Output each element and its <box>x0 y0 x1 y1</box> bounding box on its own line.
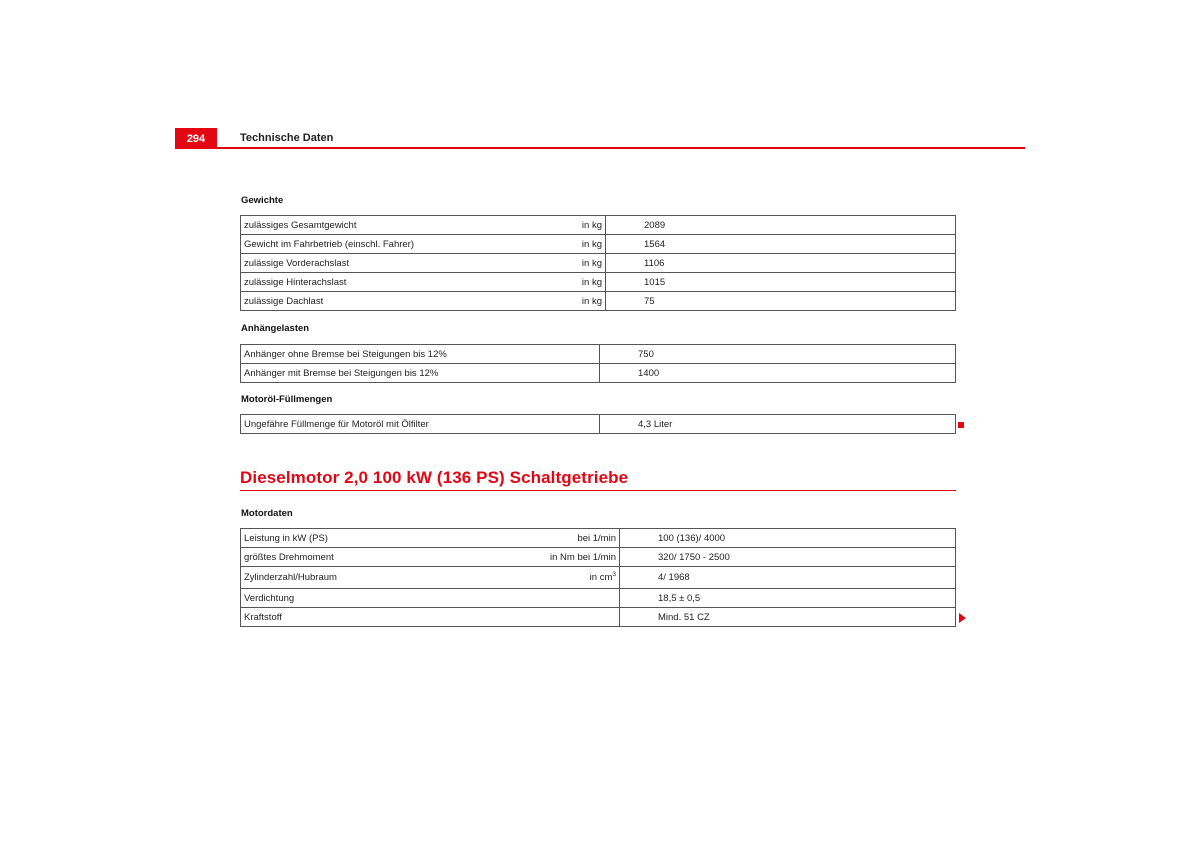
page-number: 294 <box>175 128 217 149</box>
row-label: Leistung in kW (PS) <box>241 529 548 548</box>
row-value: Mind. 51 CZ <box>620 608 956 627</box>
row-value: 75 <box>606 292 956 311</box>
row-value: 320/ 1750 - 2500 <box>620 548 956 567</box>
row-unit: bei 1/min <box>547 529 620 548</box>
row-label: Anhänger mit Bremse bei Steigungen bis 12% <box>241 364 600 383</box>
table-row <box>241 529 956 548</box>
row-unit <box>547 608 620 627</box>
row-value: 4/ 1968 <box>620 567 956 589</box>
row-unit: in kg <box>547 292 606 311</box>
row-label: zulässiges Gesamtgewicht <box>241 216 548 235</box>
engine-oil-table <box>240 414 956 434</box>
row-value: 18,5 ± 0,5 <box>620 589 956 608</box>
header-divider <box>217 147 1025 149</box>
row-unit: in Nm bei 1/min <box>547 548 620 567</box>
row-unit: in kg <box>547 273 606 292</box>
engine-title-divider <box>240 490 956 491</box>
weights-heading: Gewichte <box>241 195 284 206</box>
row-label: Verdichtung <box>241 589 548 608</box>
table-row <box>241 235 956 254</box>
row-label: Anhänger ohne Bremse bei Steigungen bis 12% <box>241 345 600 364</box>
table-row <box>241 364 956 383</box>
row-value: 1564 <box>606 235 956 254</box>
table-row <box>241 292 956 311</box>
table-row <box>241 608 956 627</box>
row-label: zulässige Hinterachslast <box>241 273 548 292</box>
trailer-loads-heading: Anhängelasten <box>241 323 310 334</box>
row-label: größtes Drehmoment <box>241 548 548 567</box>
engine-section-title: Dieselmotor 2,0 100 kW (136 PS) Schaltgetriebe <box>240 468 629 487</box>
table-row <box>241 254 956 273</box>
table-row <box>241 216 956 235</box>
row-label: zulässige Vorderachslast <box>241 254 548 273</box>
engine-data-heading: Motordaten <box>241 508 293 519</box>
table-row <box>241 589 956 608</box>
row-label: Ungefähre Füllmenge für Motoröl mit Ölfilter <box>241 415 600 434</box>
row-value: 1106 <box>606 254 956 273</box>
row-unit: in kg <box>547 254 606 273</box>
row-value: 100 (136)/ 4000 <box>620 529 956 548</box>
row-unit: in kg <box>547 235 606 254</box>
row-value: 1015 <box>606 273 956 292</box>
table-row <box>241 567 956 589</box>
row-unit: in kg <box>547 216 606 235</box>
continue-arrow-icon <box>959 613 966 623</box>
table-row <box>241 415 956 434</box>
trailer-loads-table <box>240 344 956 383</box>
unit-superscript: 3 <box>612 571 616 579</box>
table-row <box>241 273 956 292</box>
table-row <box>241 345 956 364</box>
row-unit <box>547 567 620 589</box>
row-value: 1400 <box>600 364 956 383</box>
row-value: 2089 <box>606 216 956 235</box>
engine-data-table <box>240 528 956 627</box>
row-value: 4,3 Liter <box>600 415 956 434</box>
row-value: 750 <box>600 345 956 364</box>
weights-table <box>240 215 956 311</box>
row-unit <box>547 589 620 608</box>
unit-text: in cm <box>589 572 613 584</box>
row-label: Zylinderzahl/Hubraum <box>241 567 548 589</box>
engine-oil-heading: Motoröl-Füllmengen <box>241 394 333 405</box>
row-label: Kraftstoff <box>241 608 548 627</box>
section-end-square-icon <box>958 422 964 428</box>
table-row <box>241 548 956 567</box>
page-header <box>175 128 1025 150</box>
row-label: Gewicht im Fahrbetrieb (einschl. Fahrer) <box>241 235 548 254</box>
header-title: Technische Daten <box>240 132 334 144</box>
row-label: zulässige Dachlast <box>241 292 548 311</box>
